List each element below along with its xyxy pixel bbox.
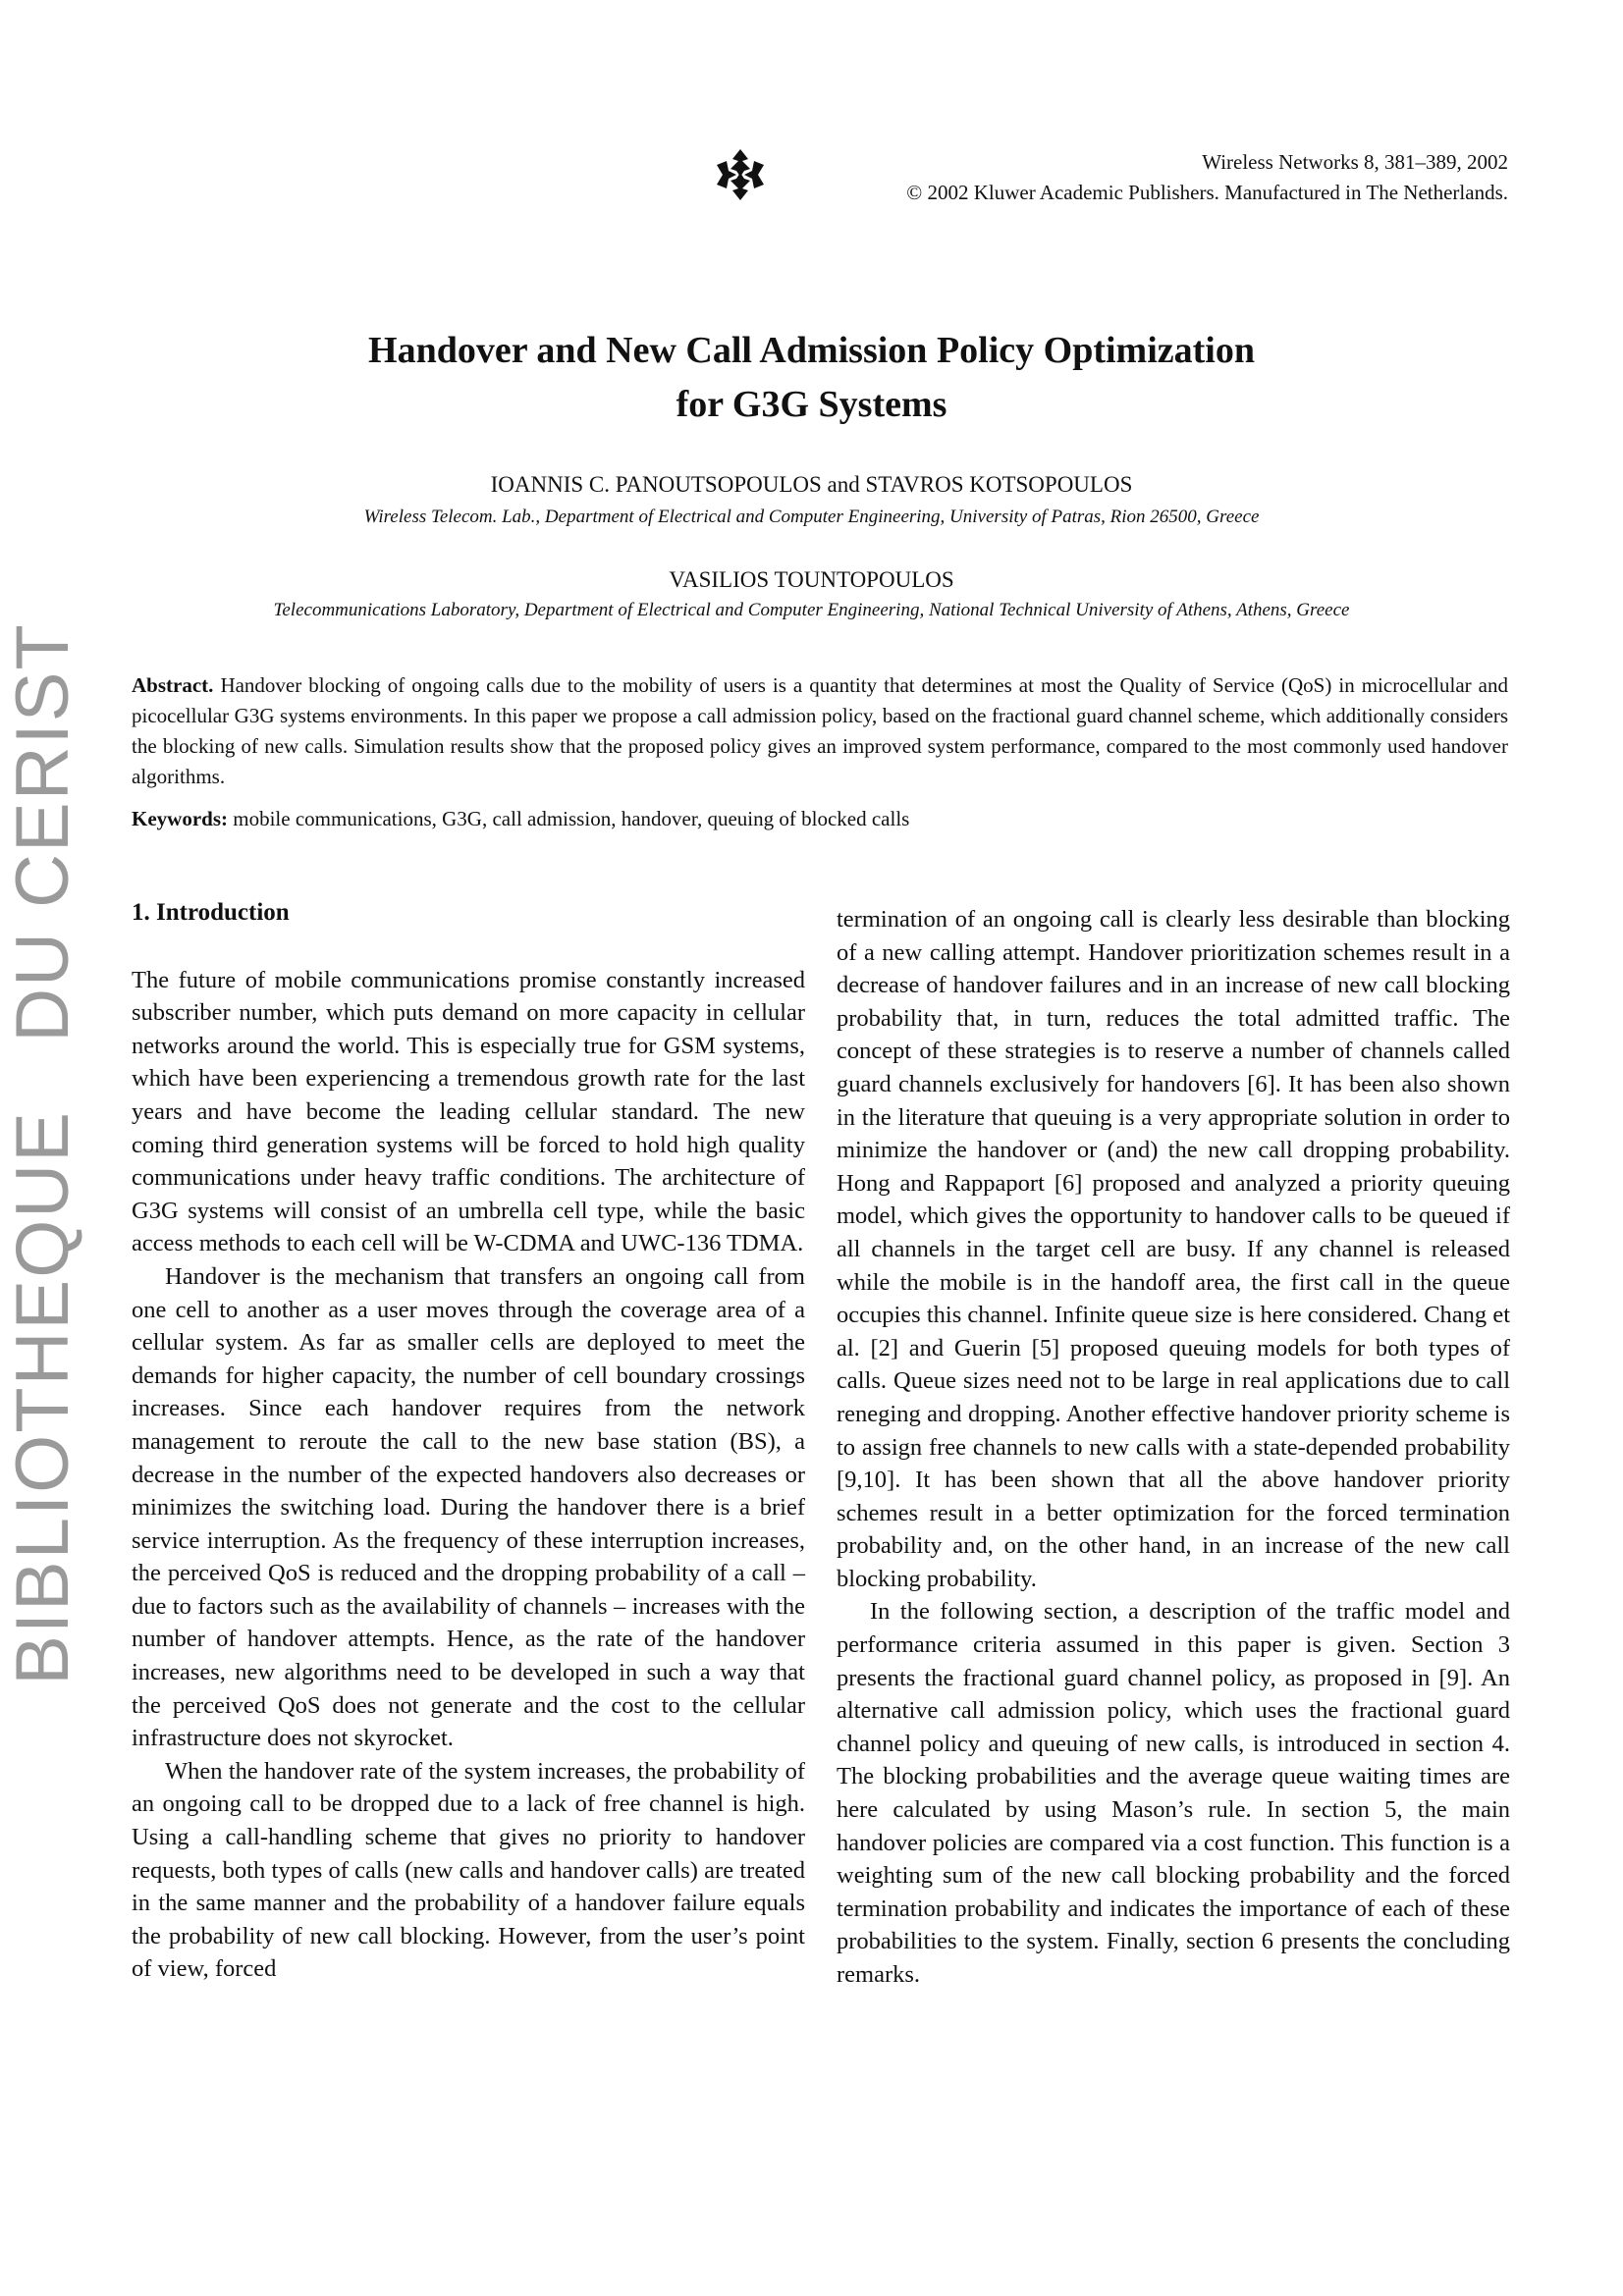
publisher-logo-icon [715,147,766,202]
author-names-2: VASILIOS TOUNTOPOULOS [669,567,954,592]
keywords-label: Keywords: [132,807,228,830]
abstract-text: Handover blocking of ongoing calls due to the mobility of users is a quantity that determines at most the Quality of Service (QoS) in microcellular and picocellular G3G systems environments. In this paper we propose a call admission policy, based on the fractional guard channel scheme, which additionally considers the blocking of new calls. Simulation results show that the proposed policy gives an improved system performance, compared to the most commonly used handover algorithms. [132,673,1509,788]
paragraph: termination of an ongoing call is clearly less desirable than blocking of a new calling attempt. Handover prioritization schemes result in a decrease of handover failures and in an increase of new call blocking probability that, in turn, reduces the total admitted traffic. The concept of these strategies is to reserve a number of channels called guard channels exclusively for handovers [6]. It has been also shown in the literature that queuing is a very appropriate solution in order to minimize the handover or (and) the new call dropping probability. Hong and Rappaport [6] proposed and analyzed a priority queuing model, which gives the opportunity to handover calls to be queued if all channels in the target cell are busy. If any channel is released while the mobile is in the handoff area, the first call in the queue occupies this channel. Infinite queue size is here considered. Chang et al. [2] and Guerin [5] proposed queuing models for both types of calls. Queue sizes need not to be large in real applications due to call reneging and dropping. Another effective handover priority scheme is to assign free channels to new calls with a state-depended probability [9,10]. It has been shown that all the above handover priority schemes result in a better optimization for the forced termination probability and, on the other hand, in an increase of the new call blocking probability. [837,906,1510,1592]
keywords-text: mobile communications, G3G, call admission, handover, queuing of blocked calls [233,807,910,830]
title-line-2: for G3G Systems [676,384,947,425]
author-names-1: IOANNIS C. PANOUTSOPOULOS and STAVROS KOTSOPOULOS [490,472,1133,497]
copyright-notice: © 2002 Kluwer Academic Publishers. Manufactured in The Netherlands. [906,181,1508,204]
author-affiliation-1: Wireless Telecom. Lab., Department of Electrical and Computer Engineering, University of Patras, Rion 26500, Greece [363,507,1260,527]
abstract [132,670,1508,792]
section-heading: 1. Introduction [132,899,290,926]
journal-header [906,147,1508,208]
author-affiliation-2: Telecommunications Laboratory, Department of Electrical and Computer Engineering, National Technical University of Athens, Athens, Greece [273,600,1350,620]
abstract-label: Abstract. [132,673,214,697]
watermark-text: BIBLIOTHEQUE DU CERIST [0,621,84,1685]
journal-citation: Wireless Networks 8, 381–389, 2002 [1202,150,1508,174]
paragraph: When the handover rate of the system increases, the probability of an ongoing call to be dropped due to a lack of free channel is high. Using a call-handling scheme that gives no priority to handover requests, both types of calls (new calls and handover calls) are treated in the same manner and the probability of a handover failure equals the probability of new call blocking. However, from the user’s point of view, forced [132,1757,805,1983]
paragraph: In the following section, a description of the traffic model and performance criteria assumed in this paper is given. Section 3 presents the fractional guard channel policy, as proposed in [9]. An alternative call admission policy, which uses the fractional guard channel policy and queuing of new calls, is introduced in section 4. The blocking probabilities and the average queue waiting times are here calculated by using Mason’s rule. In section 5, the main handover policies are compared via a cost function. This function is a weighting sum of the new call blocking probability and the forced termination probability and indicates the importance of each of these probabilities to the system. Finally, section 6 presents the concluding remarks. [837,1598,1510,1988]
paragraph: Handover is the mechanism that transfers an ongoing call from one cell to another as a user moves through the coverage area of a cellular system. As far as smaller cells are deployed to meet the demands for higher capacity, the number of cell boundary crossings increases. Since each handover requires from the network management to reroute the call to the new base station (BS), a decrease in the number of the expected handovers also decreases or minimizes the switching load. During the handover there is a brief service interruption. As the frequency of these interruption increases, the perceived QoS is reduced and the dropping probability of a call – due to factors such as the availability of channels – increases with the number of handover attempts. Hence, as the rate of the handover increases, new algorithms need to be developed in such a way that the perceived QoS does not generate and the cost to the cellular infrastructure does not skyrocket. [132,1262,805,1752]
left-column [132,896,805,1986]
title-line-1: Handover and New Call Admission Policy Optimization [368,330,1255,371]
right-column [837,903,1510,1992]
paragraph: The future of mobile communications promise constantly increased subscriber number, which puts demand on more capacity in cellular networks around the world. This is especially true for GSM systems, which have been experiencing a tremendous growth rate for the last years and have become the leading cellular standard. The new coming third generation systems will be forced to hold high quality communications under heavy traffic conditions. The architecture of G3G systems will consist of an umbrella cell type, while the basic access methods to each cell will be W-CDMA and UWC-136 TDMA. [132,966,805,1257]
paper-title [196,324,1427,432]
watermark-vertical [0,579,84,1728]
keywords [132,804,1508,834]
